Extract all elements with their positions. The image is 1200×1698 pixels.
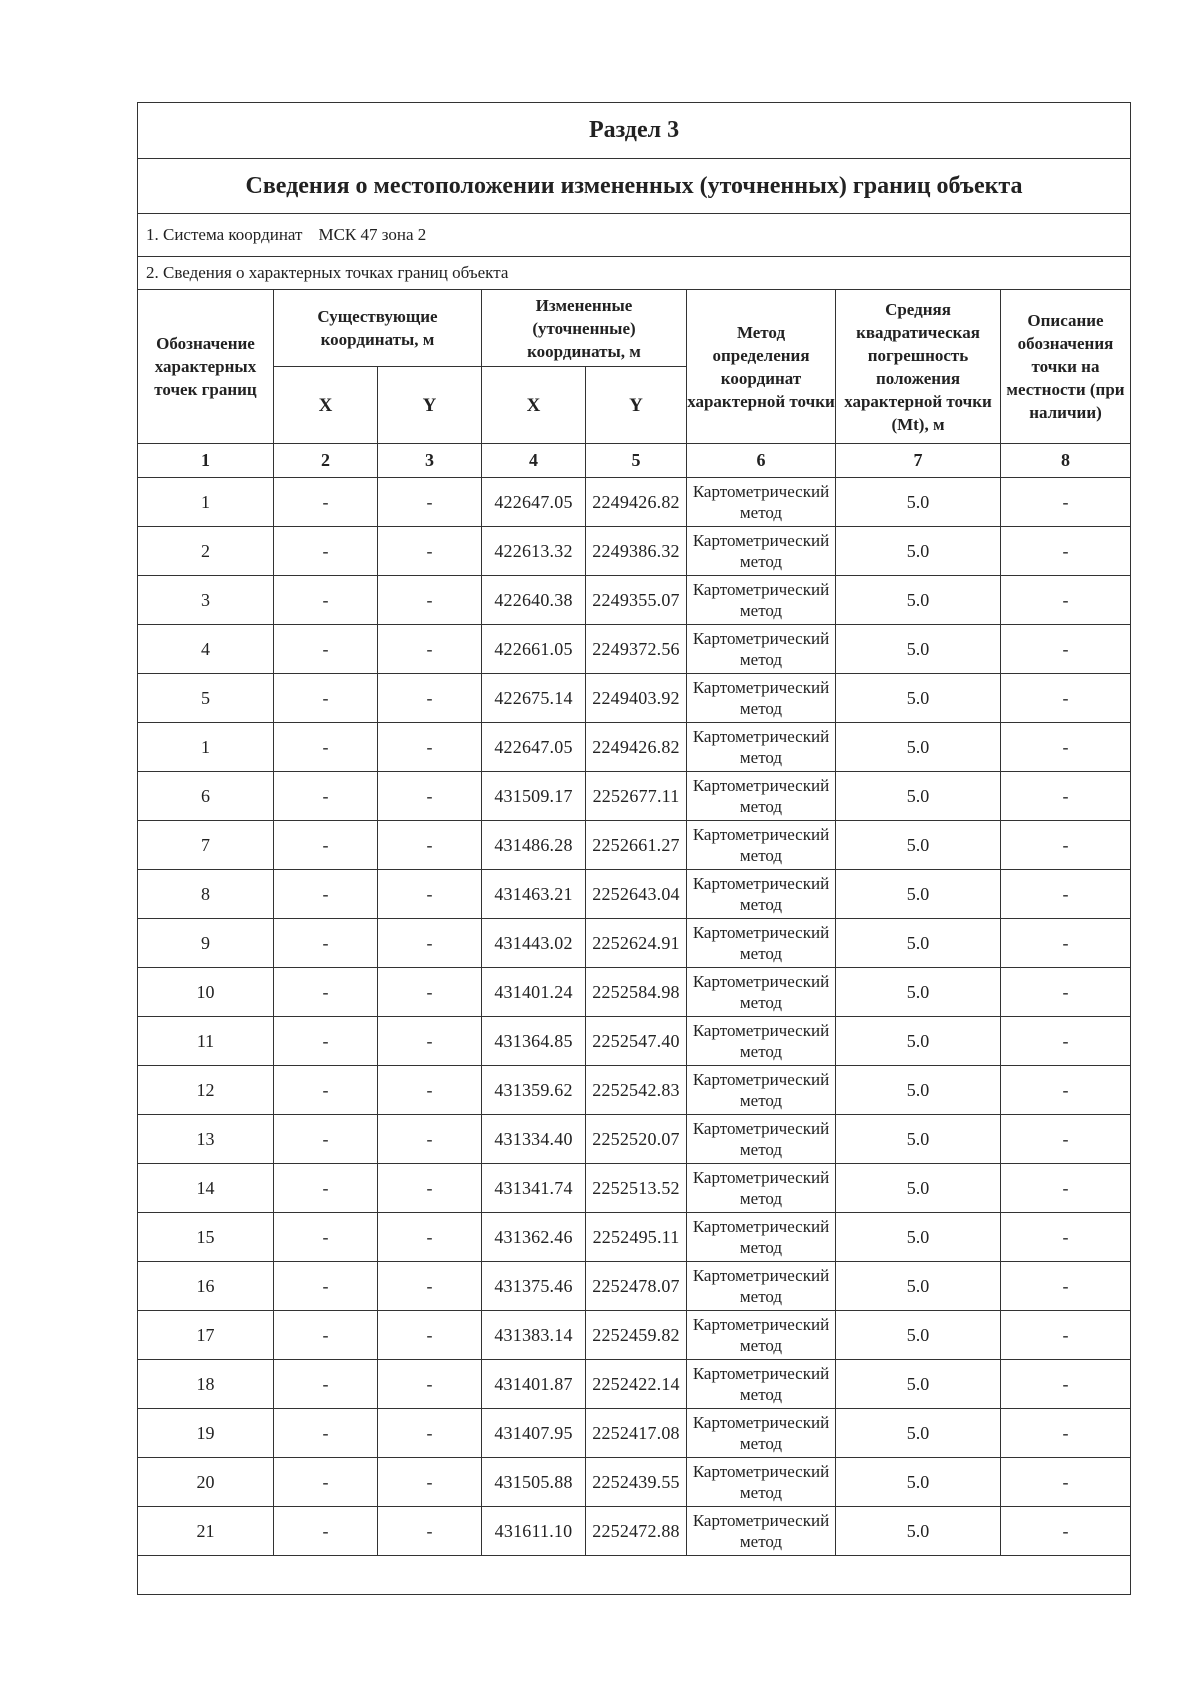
table-row: [138, 527, 1131, 576]
changed-y-cell: 2252643.04: [586, 870, 687, 919]
table-row: [138, 1409, 1131, 1458]
point-cell: 19: [138, 1409, 274, 1458]
changed-x-cell: 431383.14: [482, 1311, 586, 1360]
accuracy-cell: 5.0: [836, 1311, 1001, 1360]
method-cell: Картометрический метод: [687, 478, 836, 527]
existing-y-cell: -: [378, 821, 482, 870]
changed-x-cell: 422661.05: [482, 625, 586, 674]
description-cell: -: [1001, 1311, 1131, 1360]
point-cell: 16: [138, 1262, 274, 1311]
coord-system-label: 1. Система координат: [146, 225, 303, 244]
point-cell: 5: [138, 674, 274, 723]
table-row: [138, 625, 1131, 674]
changed-x-cell: 431486.28: [482, 821, 586, 870]
changed-x-cell: 422613.32: [482, 527, 586, 576]
accuracy-cell: 5.0: [836, 1164, 1001, 1213]
existing-x-cell: -: [274, 1262, 378, 1311]
existing-x-cell: -: [274, 1311, 378, 1360]
column-number: 4: [482, 444, 586, 478]
changed-y-cell: 2249372.56: [586, 625, 687, 674]
point-cell: 2: [138, 527, 274, 576]
point-cell: 1: [138, 478, 274, 527]
description-cell: -: [1001, 870, 1131, 919]
existing-x-cell: -: [274, 478, 378, 527]
table-row: [138, 1164, 1131, 1213]
method-cell: Картометрический метод: [687, 821, 836, 870]
existing-y-cell: -: [378, 1164, 482, 1213]
existing-y-cell: -: [378, 772, 482, 821]
point-cell: 15: [138, 1213, 274, 1262]
accuracy-cell: 5.0: [836, 1458, 1001, 1507]
existing-y-cell: -: [378, 1507, 482, 1556]
table-row: [138, 1360, 1131, 1409]
changed-y-cell: 2252624.91: [586, 919, 687, 968]
changed-y-cell: 2252422.14: [586, 1360, 687, 1409]
point-cell: 6: [138, 772, 274, 821]
coord-system-value: МСК 47 зона 2: [318, 225, 427, 244]
existing-y-cell: -: [378, 1213, 482, 1262]
method-cell: Картометрический метод: [687, 1409, 836, 1458]
column-numbers-row: [138, 444, 1131, 478]
changed-x-cell: 431359.62: [482, 1066, 586, 1115]
changed-y-cell: 2252417.08: [586, 1409, 687, 1458]
existing-y-cell: -: [378, 625, 482, 674]
existing-x-cell: -: [274, 919, 378, 968]
point-cell: 10: [138, 968, 274, 1017]
description-cell: -: [1001, 1115, 1131, 1164]
existing-y-cell: -: [378, 919, 482, 968]
table-row: [138, 1017, 1131, 1066]
existing-y-cell: -: [378, 968, 482, 1017]
column-number: 8: [1001, 444, 1131, 478]
changed-y-cell: 2252677.11: [586, 772, 687, 821]
existing-y-cell: -: [378, 1066, 482, 1115]
section-table: [137, 102, 1131, 1595]
points-heading: 2. Сведения о характерных точках границ объекта: [138, 257, 1131, 290]
header-accuracy: Средняя квадратическая погрешность положения характерной точки (Mt), м: [836, 290, 1001, 444]
point-cell: 1: [138, 723, 274, 772]
description-cell: -: [1001, 576, 1131, 625]
existing-x-cell: -: [274, 1164, 378, 1213]
accuracy-cell: 5.0: [836, 870, 1001, 919]
changed-x-cell: 431463.21: [482, 870, 586, 919]
method-cell: Картометрический метод: [687, 1458, 836, 1507]
header-existing-x: X: [274, 367, 378, 444]
point-cell: 13: [138, 1115, 274, 1164]
existing-x-cell: -: [274, 1017, 378, 1066]
point-cell: 3: [138, 576, 274, 625]
accuracy-cell: 5.0: [836, 1115, 1001, 1164]
table-row: [138, 723, 1131, 772]
description-cell: -: [1001, 1164, 1131, 1213]
header-changed: Измененные (уточненные) координаты, м: [482, 290, 687, 367]
point-cell: 18: [138, 1360, 274, 1409]
method-cell: Картометрический метод: [687, 1311, 836, 1360]
description-cell: -: [1001, 1507, 1131, 1556]
method-cell: Картометрический метод: [687, 1262, 836, 1311]
existing-y-cell: -: [378, 1115, 482, 1164]
changed-x-cell: 422640.38: [482, 576, 586, 625]
accuracy-cell: 5.0: [836, 478, 1001, 527]
existing-y-cell: -: [378, 674, 482, 723]
existing-x-cell: -: [274, 1360, 378, 1409]
changed-y-cell: 2252584.98: [586, 968, 687, 1017]
header-existing: Существующие координаты, м: [274, 290, 482, 367]
column-number: 1: [138, 444, 274, 478]
table-row: [138, 772, 1131, 821]
description-cell: -: [1001, 625, 1131, 674]
method-cell: Картометрический метод: [687, 1115, 836, 1164]
description-cell: -: [1001, 1213, 1131, 1262]
changed-x-cell: 422647.05: [482, 723, 586, 772]
method-cell: Картометрический метод: [687, 1507, 836, 1556]
existing-y-cell: -: [378, 1311, 482, 1360]
changed-y-cell: 2249386.32: [586, 527, 687, 576]
point-cell: 7: [138, 821, 274, 870]
accuracy-cell: 5.0: [836, 576, 1001, 625]
changed-x-cell: 431505.88: [482, 1458, 586, 1507]
description-cell: -: [1001, 919, 1131, 968]
description-cell: -: [1001, 478, 1131, 527]
description-cell: -: [1001, 527, 1131, 576]
point-cell: 17: [138, 1311, 274, 1360]
table-row: [138, 821, 1131, 870]
section-title: Раздел 3: [138, 103, 1131, 159]
table-row: [138, 576, 1131, 625]
method-cell: Картометрический метод: [687, 870, 836, 919]
changed-x-cell: 431401.24: [482, 968, 586, 1017]
method-cell: Картометрический метод: [687, 625, 836, 674]
existing-x-cell: -: [274, 723, 378, 772]
changed-y-cell: 2252661.27: [586, 821, 687, 870]
changed-y-cell: 2249403.92: [586, 674, 687, 723]
table-row: [138, 1262, 1131, 1311]
point-cell: 20: [138, 1458, 274, 1507]
accuracy-cell: 5.0: [836, 919, 1001, 968]
existing-x-cell: -: [274, 1507, 378, 1556]
header-method: Метод определения координат характерной точки: [687, 290, 836, 444]
coord-system-row: [138, 214, 1131, 257]
table-row: [138, 919, 1131, 968]
accuracy-cell: 5.0: [836, 527, 1001, 576]
table-row: [138, 1213, 1131, 1262]
header-designation: Обозначение характерных точек границ: [138, 290, 274, 444]
existing-x-cell: -: [274, 1115, 378, 1164]
point-cell: 8: [138, 870, 274, 919]
method-cell: Картометрический метод: [687, 723, 836, 772]
method-cell: Картометрический метод: [687, 527, 836, 576]
description-cell: -: [1001, 1409, 1131, 1458]
header-changed-x: X: [482, 367, 586, 444]
header-description: Описание обозначения точки на местности (при наличии): [1001, 290, 1131, 444]
section-subtitle: Сведения о местоположении измененных (уточненных) границ объекта: [138, 159, 1131, 214]
table-row: [138, 870, 1131, 919]
existing-x-cell: -: [274, 1213, 378, 1262]
changed-x-cell: 431401.87: [482, 1360, 586, 1409]
changed-y-cell: 2252495.11: [586, 1213, 687, 1262]
method-cell: Картометрический метод: [687, 1213, 836, 1262]
existing-y-cell: -: [378, 723, 482, 772]
existing-x-cell: -: [274, 968, 378, 1017]
changed-y-cell: 2252520.07: [586, 1115, 687, 1164]
description-cell: -: [1001, 1458, 1131, 1507]
header-existing-y: Y: [378, 367, 482, 444]
point-cell: 11: [138, 1017, 274, 1066]
description-cell: -: [1001, 1262, 1131, 1311]
existing-y-cell: -: [378, 1017, 482, 1066]
table-row: [138, 968, 1131, 1017]
table-row: [138, 1507, 1131, 1556]
point-cell: 14: [138, 1164, 274, 1213]
changed-x-cell: 431364.85: [482, 1017, 586, 1066]
table-row: [138, 1066, 1131, 1115]
accuracy-cell: 5.0: [836, 723, 1001, 772]
column-number: 7: [836, 444, 1001, 478]
column-number: 6: [687, 444, 836, 478]
existing-x-cell: -: [274, 870, 378, 919]
method-cell: Картометрический метод: [687, 576, 836, 625]
changed-x-cell: 422647.05: [482, 478, 586, 527]
changed-x-cell: 422675.14: [482, 674, 586, 723]
existing-y-cell: -: [378, 478, 482, 527]
changed-x-cell: 431443.02: [482, 919, 586, 968]
description-cell: -: [1001, 723, 1131, 772]
changed-x-cell: 431334.40: [482, 1115, 586, 1164]
description-cell: -: [1001, 674, 1131, 723]
method-cell: Картометрический метод: [687, 919, 836, 968]
changed-x-cell: 431375.46: [482, 1262, 586, 1311]
method-cell: Картометрический метод: [687, 674, 836, 723]
method-cell: Картометрический метод: [687, 1017, 836, 1066]
existing-x-cell: -: [274, 1409, 378, 1458]
header-changed-y: Y: [586, 367, 687, 444]
changed-x-cell: 431509.17: [482, 772, 586, 821]
existing-x-cell: -: [274, 576, 378, 625]
accuracy-cell: 5.0: [836, 1017, 1001, 1066]
changed-x-cell: 431362.46: [482, 1213, 586, 1262]
description-cell: -: [1001, 821, 1131, 870]
changed-y-cell: 2252478.07: [586, 1262, 687, 1311]
changed-x-cell: 431341.74: [482, 1164, 586, 1213]
description-cell: -: [1001, 772, 1131, 821]
changed-y-cell: 2249355.07: [586, 576, 687, 625]
accuracy-cell: 5.0: [836, 1409, 1001, 1458]
existing-x-cell: -: [274, 1066, 378, 1115]
changed-y-cell: 2252439.55: [586, 1458, 687, 1507]
existing-y-cell: -: [378, 576, 482, 625]
accuracy-cell: 5.0: [836, 1262, 1001, 1311]
existing-y-cell: -: [378, 870, 482, 919]
existing-y-cell: -: [378, 1458, 482, 1507]
point-cell: 12: [138, 1066, 274, 1115]
accuracy-cell: 5.0: [836, 1360, 1001, 1409]
method-cell: Картометрический метод: [687, 1066, 836, 1115]
column-number: 2: [274, 444, 378, 478]
changed-y-cell: 2252513.52: [586, 1164, 687, 1213]
accuracy-cell: 5.0: [836, 1213, 1001, 1262]
table-row: [138, 1115, 1131, 1164]
accuracy-cell: 5.0: [836, 968, 1001, 1017]
method-cell: Картометрический метод: [687, 1360, 836, 1409]
empty-row: [138, 1556, 1131, 1595]
accuracy-cell: 5.0: [836, 772, 1001, 821]
changed-x-cell: 431611.10: [482, 1507, 586, 1556]
changed-y-cell: 2252542.83: [586, 1066, 687, 1115]
existing-x-cell: -: [274, 772, 378, 821]
existing-y-cell: -: [378, 1409, 482, 1458]
table-row: [138, 478, 1131, 527]
changed-y-cell: 2252547.40: [586, 1017, 687, 1066]
changed-y-cell: 2249426.82: [586, 723, 687, 772]
description-cell: -: [1001, 1066, 1131, 1115]
column-number: 5: [586, 444, 687, 478]
existing-y-cell: -: [378, 527, 482, 576]
accuracy-cell: 5.0: [836, 1507, 1001, 1556]
description-cell: -: [1001, 1360, 1131, 1409]
description-cell: -: [1001, 968, 1131, 1017]
changed-y-cell: 2252472.88: [586, 1507, 687, 1556]
accuracy-cell: 5.0: [836, 1066, 1001, 1115]
table-row: [138, 1311, 1131, 1360]
method-cell: Картометрический метод: [687, 968, 836, 1017]
method-cell: Картометрический метод: [687, 1164, 836, 1213]
existing-y-cell: -: [378, 1360, 482, 1409]
method-cell: Картометрический метод: [687, 772, 836, 821]
existing-y-cell: -: [378, 1262, 482, 1311]
description-cell: -: [1001, 1017, 1131, 1066]
existing-x-cell: -: [274, 527, 378, 576]
existing-x-cell: -: [274, 625, 378, 674]
table-row: [138, 674, 1131, 723]
existing-x-cell: -: [274, 674, 378, 723]
empty-cell: [138, 1556, 1131, 1595]
changed-y-cell: 2252459.82: [586, 1311, 687, 1360]
accuracy-cell: 5.0: [836, 625, 1001, 674]
existing-x-cell: -: [274, 1458, 378, 1507]
point-cell: 4: [138, 625, 274, 674]
table-row: [138, 1458, 1131, 1507]
changed-y-cell: 2249426.82: [586, 478, 687, 527]
existing-x-cell: -: [274, 821, 378, 870]
accuracy-cell: 5.0: [836, 674, 1001, 723]
accuracy-cell: 5.0: [836, 821, 1001, 870]
point-cell: 21: [138, 1507, 274, 1556]
point-cell: 9: [138, 919, 274, 968]
changed-x-cell: 431407.95: [482, 1409, 586, 1458]
column-number: 3: [378, 444, 482, 478]
